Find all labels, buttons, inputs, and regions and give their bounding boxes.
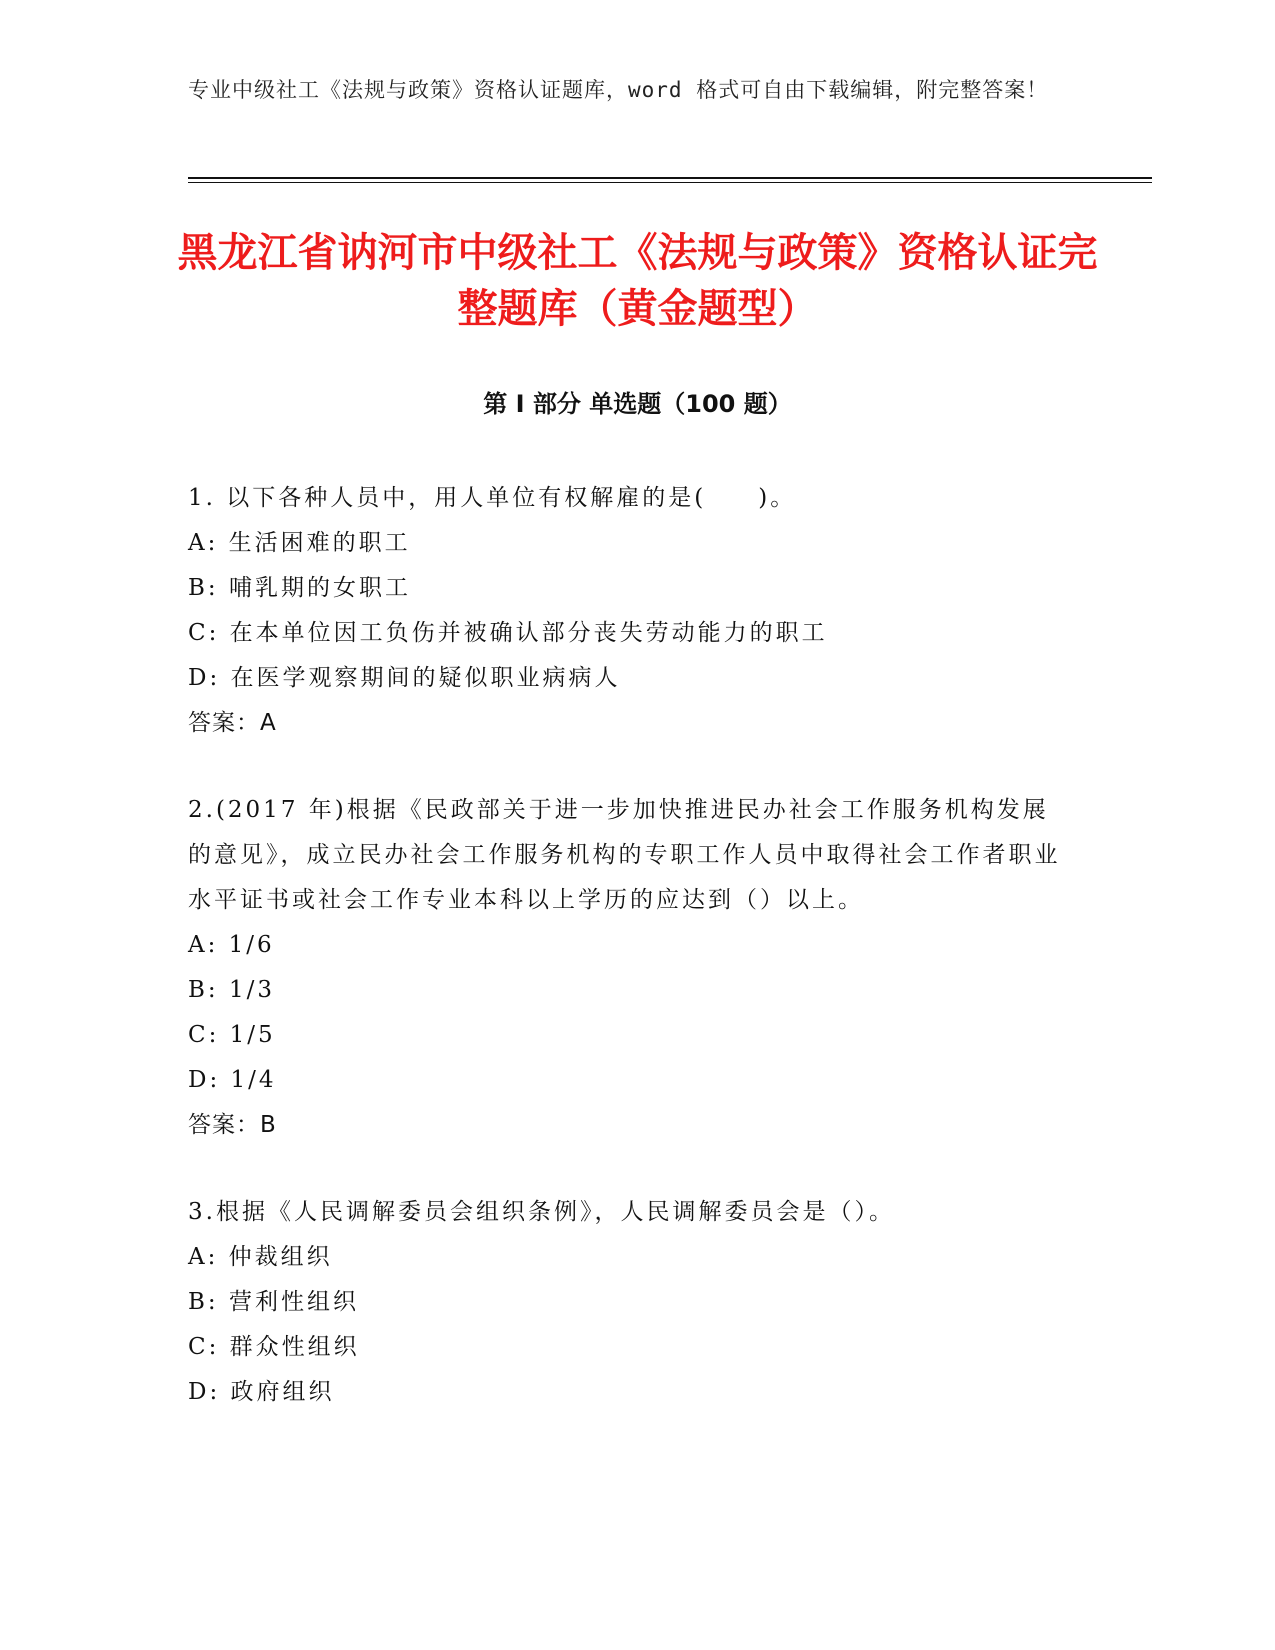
header-rule-thin <box>188 182 1152 183</box>
question-stem: 3.根据《人民调解委员会组织条例》，人民调解委员会是（）。 <box>188 1199 895 1225</box>
option-c: C: 1/5 <box>188 1022 276 1048</box>
answer: 答案：A <box>188 710 277 736</box>
option-d: D: 在医学观察期间的疑似职业病病人 <box>188 665 621 691</box>
question-stem: 2.(2017 年)根据《民政部关于进一步加快推进民办社会工作服务机构发展的意见》，成立民办社会工作服务机构的专职工作人员中取得社会工作者职业水平证书或社会工作专业本科以上学历的应达到（）以上。 <box>188 797 1061 913</box>
document-title: 黑龙江省讷河市中级社工《法规与政策》资格认证完整题库（黄金题型） <box>177 230 1098 332</box>
question-list <box>188 476 1068 1457</box>
option-c: C: 群众性组织 <box>188 1334 360 1360</box>
question-stem: 1. 以下各种人员中，用人单位有权解雇的是( )。 <box>188 485 797 511</box>
answer: 答案：B <box>188 1112 277 1138</box>
header-rule-thick <box>188 177 1152 179</box>
option-a: A: 生活困难的职工 <box>188 530 411 556</box>
option-b: B: 1/3 <box>188 977 275 1003</box>
section-title: 第 I 部分 单选题（100 题） <box>483 390 792 418</box>
option-d: D: 政府组织 <box>188 1379 335 1405</box>
option-a: A: 仲裁组织 <box>188 1244 333 1270</box>
option-d: D: 1/4 <box>188 1067 277 1093</box>
option-c: C: 在本单位因工负伤并被确认部分丧失劳动能力的职工 <box>188 620 828 646</box>
option-b: B: 营利性组织 <box>188 1289 359 1315</box>
question-1 <box>188 476 1068 746</box>
option-b: B: 哺乳期的女职工 <box>188 575 411 601</box>
option-a: A: 1/6 <box>188 932 275 958</box>
question-3 <box>188 1190 1068 1415</box>
question-2 <box>188 788 1068 1148</box>
header-note: 专业中级社工《法规与政策》资格认证题库，word 格式可自由下载编辑，附完整答案！ <box>188 78 1049 102</box>
